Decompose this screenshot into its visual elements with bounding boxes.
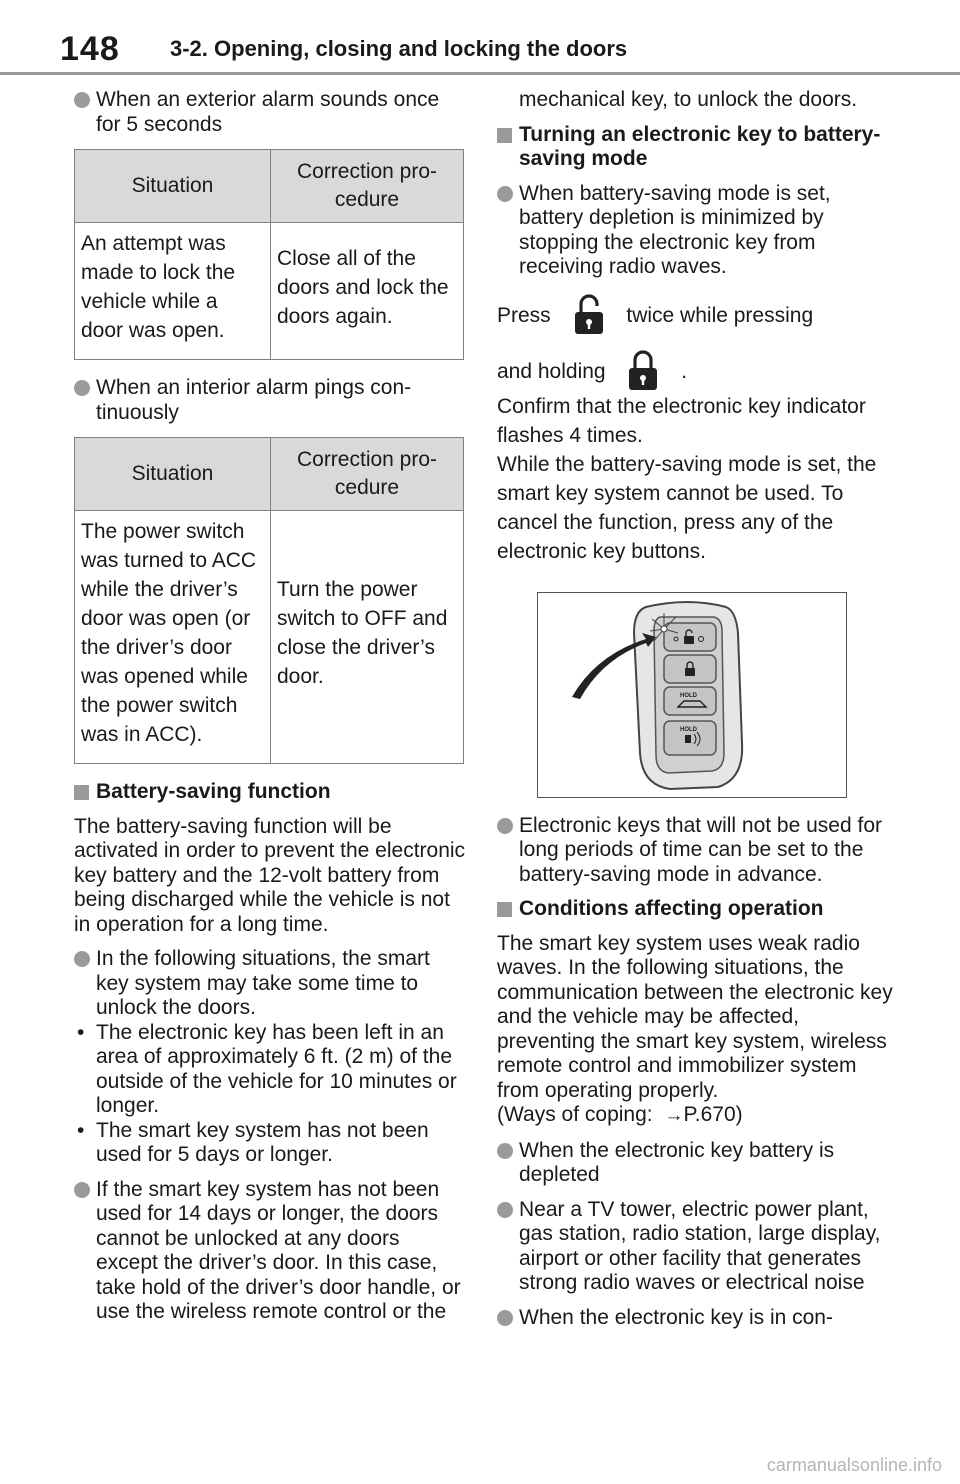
paragraph-cancel-function: While the battery-saving mode is set, the smart key system cannot be used. To cancel the function, press any of the electronic key buttons. [497,452,877,563]
bullet-key-contact: When the electronic key is in con- [497,1306,897,1331]
heading-battery-saving: Battery-saving function [74,780,466,805]
press-instruction-hold: and holding . [497,348,897,392]
page-number: 148 [60,30,120,68]
hold-label: HOLD [680,692,697,699]
interior-alarm-table [74,437,464,764]
heading-conditions: Conditions affecting operation [497,897,897,922]
table-cell-situation: An attempt was made to lock the vehicle while a door was open. [75,223,271,360]
paragraph-battery-saving: The battery-saving function will be activated in order to prevent the electronic key battery and the 12-volt battery from being discharged while the vehicle is not in operation for a long time. [74,814,466,936]
bullet-14-days: If the smart key system has not been used for 14 days or longer, the doors cannot be unlocked at any doors except the driver’s door. In this case, take hold of the driver’s door handle, or use the wireless remote control or the [74,1178,466,1325]
table-cell-correction: Turn the power switch to OFF and close the driver’s door. [271,511,464,764]
bullet-unlock-delay: In the following situations, the smart key system may take some time to unlock the doors. [74,947,466,1021]
bullet-battery-depletion: When battery-saving mode is set, battery depletion is minimized by stopping the electronic key from receiving radio waves. [497,182,897,280]
bullet-battery-depleted: When the electronic key battery is depleted [497,1139,897,1188]
right-column [497,88,897,1340]
bullet-advance-setting: Electronic keys that will not be used for long periods of time can be set to the battery-saving mode in advance. [497,814,897,888]
heading-square-icon [497,128,512,143]
bullet-dot-icon [74,1182,90,1198]
bullet-exterior-alarm: When an exterior alarm sounds once for 5 seconds [74,88,466,137]
section-title: 3-2. Opening, closing and locking the doors [170,36,628,61]
exterior-alarm-table [74,149,464,360]
bullet-dot-icon [497,1202,513,1218]
hold-label: HOLD [680,726,697,733]
bullet-dot-icon [74,951,90,967]
table-header-situation: Situation [75,438,271,511]
press-instruction: Press twice while pressing [497,292,897,336]
heading-battery-saving-mode: Turning an electronic key to battery-saving mode [497,123,897,172]
left-column [74,88,466,1335]
dash-item-not-used: • The smart key system has not been used for 5 days or longer. [77,1118,429,1166]
bullet-radio-waves: Near a TV tower, electric power plant, gas station, radio station, large display, airport or other facility that generates strong radio waves or electrical noise [497,1198,897,1296]
electronic-key-illustration [538,593,848,799]
table-cell-correction: Close all of the doors and lock the doors again. [271,223,464,360]
bullet-dot-icon [497,1310,513,1326]
table-cell-situation: The power switch was turned to ACC while the driver’s door was open (or the driver’s door was opened while the power switch was in ACC). [75,511,271,764]
table-header-correction: Correction pro- cedure [271,150,464,223]
unlock-icon [571,292,607,336]
paragraph-continued: mechanical key, to unlock the doors. [519,88,858,111]
page-reference-link[interactable]: P.670) [683,1103,743,1126]
table-row [75,223,464,360]
electronic-key-figure [537,592,847,798]
heading-square-icon [74,785,89,800]
bullet-dot-icon [74,92,90,108]
heading-square-icon [497,902,512,917]
watermark: carmanualsonline.info [766,1455,942,1475]
bullet-interior-alarm: When an interior alarm pings con- tinuously [74,376,466,425]
bullet-dot-icon [497,186,513,202]
lock-icon [625,348,661,392]
bullet-dot-icon [497,818,513,834]
dash-item-key-left: • The electronic key has been left in an area of approximately 6 ft. (2 m) of the outside of the vehicle for 10 minutes or longer. [77,1020,457,1117]
coping-reference: (Ways of coping: →P.670) [497,1103,743,1126]
table-row [75,511,464,764]
paragraph-confirm-flash: Confirm that the electronic key indicator flashes 4 times. [497,394,866,447]
reference-arrow-icon: → [664,1105,684,1126]
bullet-dot-icon [497,1143,513,1159]
header-divider [0,72,960,75]
table-header-correction: Correction pro- cedure [271,438,464,511]
page-header [0,0,960,78]
table-header-situation: Situation [75,150,271,223]
bullet-dot-icon [74,380,90,396]
paragraph-conditions: The smart key system uses weak radio waves. In the following situations, the communication between the electronic key and the vehicle may be affected, preventing the smart key system, wireless remote control and immobilizer system from operating properly. [497,931,893,1102]
